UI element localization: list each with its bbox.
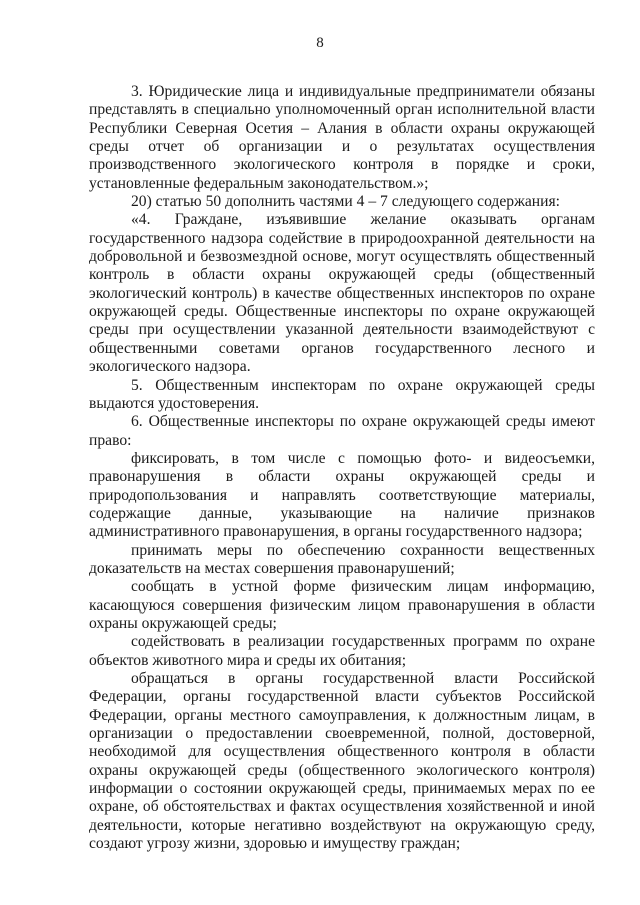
paragraph-part-5: 5. Общественным инспекторам по охране окружающей среды выдаются удостоверения. <box>89 376 595 412</box>
right-item-record: фиксировать, в том числе с помощью фото- и видеосъемки, правонарушения в области охраны окружающей среды и природопользования и направлять соответствующие материалы, содержащие данные, указывающие на наличие признаков административного правонарушения, в органы государственного надзора; <box>89 449 595 541</box>
right-item-inform: сообщать в устной форме физическим лицам информацию, касающуюся совершения физическим лицом правонарушения в области охраны окружающей среды; <box>89 578 595 632</box>
right-item-evidence: принимать меры по обеспечению сохранности вещественных доказательств на местах совершения правонарушений; <box>89 541 595 577</box>
paragraph-part-6: 6. Общественные инспекторы по охране окружающей среды имеют право: <box>89 413 595 449</box>
paragraph-part-4: «4. Граждане, изъявившие желание оказывать органам государственного надзора содействие в природоохранной деятельности на добровольной и безвозмездной основе, могут осуществлять общественный контроль в области охраны окружающей среды (общественный экологический контроль) в качестве общественных инспекторов по охране окружающей среды. Общественные инспекторы по охране окружающей среды при осуществлении указанной деятельности взаимодействуют с общественными советами органов государственного лесного и экологического надзора. <box>89 211 595 376</box>
paragraph-item-20: 20) статью 50 дополнить частями 4 – 7 следующего содержания: <box>131 193 560 211</box>
right-item-request-info: обращаться в органы государственной власти Российской Федерации, органы государственной власти субъектов Российской Федерации, органы местного самоуправления, к должностным лицам, в организации о предоставлении своевременной, полной, достоверной, необходимой для осуществления общественного контроля в области охраны окружающей среды (общественного экологического контроля) информации о состоянии окружающей среды, принимаемых мерах по ее охране, об обстоятельствах и фактах осуществления хозяйственной и иной деятельности, которые негативно воздействуют на окружающую среду, создают угрозу жизни, здоровью и имуществу граждан; <box>89 670 595 853</box>
page-number: 8 <box>316 35 324 51</box>
paragraph-part-3: 3. Юридические лица и индивидуальные предприниматели обязаны представлять в специально уполномоченный орган исполнительной власти Республики Северная Осетия – Алания в области охраны окружающей среды отчет об организации и о результатах осуществления производственного экологического контроля в порядке и сроки, установленные федеральным законодательством.»; <box>89 83 595 192</box>
right-item-programs: содействовать в реализации государственных программ по охране объектов животного мира и среды их обитания; <box>89 633 595 669</box>
body-text <box>89 83 595 853</box>
